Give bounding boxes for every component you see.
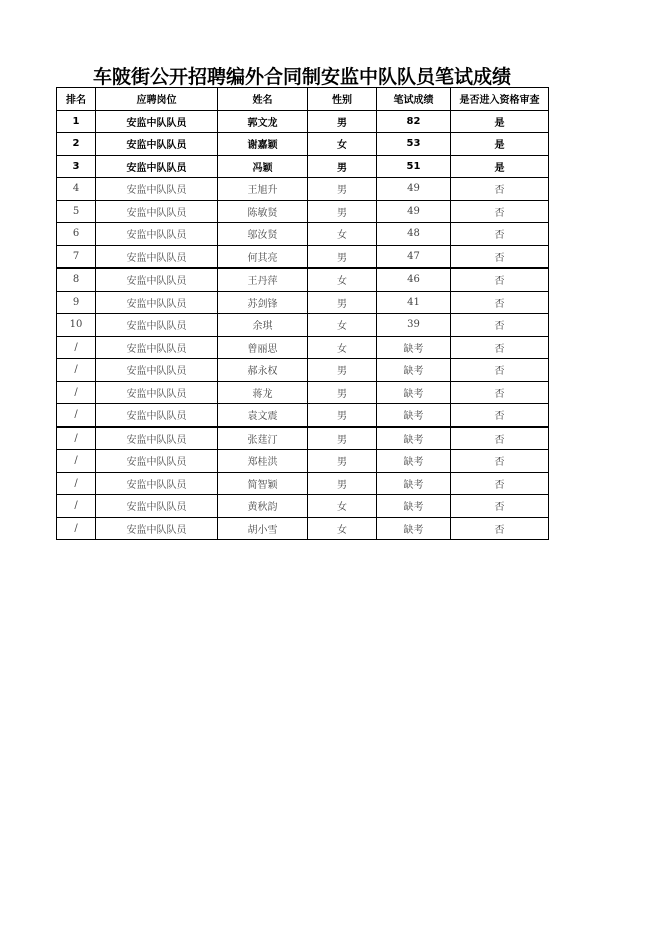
column-header-qualified: 是否进入资格审查 bbox=[451, 88, 549, 111]
cell-gender: 女 bbox=[308, 336, 377, 359]
cell-qualified: 否 bbox=[451, 381, 549, 404]
cell-qualified: 否 bbox=[451, 472, 549, 495]
cell-qualified: 是 bbox=[451, 133, 549, 156]
cell-position: 安监中队队员 bbox=[96, 314, 218, 337]
cell-rank: / bbox=[57, 336, 96, 359]
cell-qualified: 是 bbox=[451, 110, 549, 133]
cell-position: 安监中队队员 bbox=[96, 223, 218, 246]
cell-score: 47 bbox=[377, 245, 451, 268]
cell-rank: 6 bbox=[57, 223, 96, 246]
column-header-rank: 排名 bbox=[57, 88, 96, 111]
table-row bbox=[57, 291, 549, 314]
table-row bbox=[57, 336, 549, 359]
cell-name: 邬汝贤 bbox=[218, 223, 308, 246]
table-row bbox=[57, 517, 549, 540]
cell-name: 蒋龙 bbox=[218, 381, 308, 404]
cell-gender: 男 bbox=[308, 200, 377, 223]
cell-rank: 7 bbox=[57, 245, 96, 268]
table-row bbox=[57, 200, 549, 223]
cell-score: 49 bbox=[377, 200, 451, 223]
cell-qualified: 否 bbox=[451, 517, 549, 540]
cell-gender: 男 bbox=[308, 359, 377, 382]
cell-name: 王旭升 bbox=[218, 178, 308, 201]
cell-gender: 男 bbox=[308, 381, 377, 404]
cell-position: 安监中队队员 bbox=[96, 495, 218, 518]
cell-gender: 男 bbox=[308, 450, 377, 473]
cell-qualified: 否 bbox=[451, 359, 549, 382]
cell-score: 缺考 bbox=[377, 427, 451, 450]
cell-position: 安监中队队员 bbox=[96, 291, 218, 314]
cell-name: 苏剑锋 bbox=[218, 291, 308, 314]
cell-name: 谢嘉颖 bbox=[218, 133, 308, 156]
cell-name: 陈敏贤 bbox=[218, 200, 308, 223]
cell-qualified: 否 bbox=[451, 404, 549, 427]
cell-name: 张莛汀 bbox=[218, 427, 308, 450]
cell-rank: 8 bbox=[57, 268, 96, 291]
cell-score: 缺考 bbox=[377, 472, 451, 495]
table-row bbox=[57, 245, 549, 268]
cell-rank: / bbox=[57, 517, 96, 540]
cell-rank: 5 bbox=[57, 200, 96, 223]
cell-score: 39 bbox=[377, 314, 451, 337]
cell-position: 安监中队队员 bbox=[96, 245, 218, 268]
cell-score: 53 bbox=[377, 133, 451, 156]
cell-gender: 女 bbox=[308, 517, 377, 540]
table-row bbox=[57, 178, 549, 201]
cell-qualified: 否 bbox=[451, 178, 549, 201]
cell-name: 郭文龙 bbox=[218, 110, 308, 133]
cell-position: 安监中队队员 bbox=[96, 517, 218, 540]
cell-position: 安监中队队员 bbox=[96, 133, 218, 156]
cell-name: 郑桂洪 bbox=[218, 450, 308, 473]
cell-qualified: 否 bbox=[451, 314, 549, 337]
cell-name: 郝永权 bbox=[218, 359, 308, 382]
cell-score: 48 bbox=[377, 223, 451, 246]
cell-score: 缺考 bbox=[377, 381, 451, 404]
cell-qualified: 否 bbox=[451, 336, 549, 359]
cell-score: 缺考 bbox=[377, 495, 451, 518]
cell-position: 安监中队队员 bbox=[96, 178, 218, 201]
cell-position: 安监中队队员 bbox=[96, 110, 218, 133]
cell-name: 曾丽思 bbox=[218, 336, 308, 359]
cell-position: 安监中队队员 bbox=[96, 200, 218, 223]
cell-position: 安监中队队员 bbox=[96, 155, 218, 178]
cell-score: 缺考 bbox=[377, 359, 451, 382]
column-header-score: 笔试成绩 bbox=[377, 88, 451, 111]
table-row bbox=[57, 381, 549, 404]
table-row bbox=[57, 495, 549, 518]
table-row bbox=[57, 427, 549, 450]
cell-score: 82 bbox=[377, 110, 451, 133]
cell-position: 安监中队队员 bbox=[96, 336, 218, 359]
cell-position: 安监中队队员 bbox=[96, 268, 218, 291]
cell-name: 胡小雪 bbox=[218, 517, 308, 540]
cell-rank: 3 bbox=[57, 155, 96, 178]
cell-rank: / bbox=[57, 495, 96, 518]
cell-rank: / bbox=[57, 404, 96, 427]
cell-score: 41 bbox=[377, 291, 451, 314]
cell-rank: 2 bbox=[57, 133, 96, 156]
cell-rank: / bbox=[57, 472, 96, 495]
table-row bbox=[57, 223, 549, 246]
column-header-name: 姓名 bbox=[218, 88, 308, 111]
table-row bbox=[57, 359, 549, 382]
table-row bbox=[57, 404, 549, 427]
cell-name: 黄秋韵 bbox=[218, 495, 308, 518]
cell-score: 缺考 bbox=[377, 336, 451, 359]
table-row bbox=[57, 450, 549, 473]
cell-rank: / bbox=[57, 359, 96, 382]
cell-score: 46 bbox=[377, 268, 451, 291]
cell-gender: 女 bbox=[308, 495, 377, 518]
cell-qualified: 否 bbox=[451, 245, 549, 268]
cell-rank: / bbox=[57, 381, 96, 404]
header-row bbox=[57, 88, 549, 111]
table-row bbox=[57, 314, 549, 337]
cell-score: 缺考 bbox=[377, 517, 451, 540]
cell-gender: 男 bbox=[308, 427, 377, 450]
table-row bbox=[57, 133, 549, 156]
cell-qualified: 是 bbox=[451, 155, 549, 178]
cell-qualified: 否 bbox=[451, 450, 549, 473]
cell-score: 49 bbox=[377, 178, 451, 201]
cell-name: 冯颖 bbox=[218, 155, 308, 178]
cell-score: 51 bbox=[377, 155, 451, 178]
cell-position: 安监中队队员 bbox=[96, 381, 218, 404]
column-header-gender: 性别 bbox=[308, 88, 377, 111]
cell-rank: 4 bbox=[57, 178, 96, 201]
cell-name: 余琪 bbox=[218, 314, 308, 337]
cell-rank: 10 bbox=[57, 314, 96, 337]
cell-gender: 女 bbox=[308, 268, 377, 291]
cell-gender: 女 bbox=[308, 314, 377, 337]
cell-qualified: 否 bbox=[451, 200, 549, 223]
cell-rank: 1 bbox=[57, 110, 96, 133]
cell-gender: 男 bbox=[308, 404, 377, 427]
cell-gender: 男 bbox=[308, 472, 377, 495]
cell-name: 何其亮 bbox=[218, 245, 308, 268]
cell-name: 简智颖 bbox=[218, 472, 308, 495]
cell-position: 安监中队队员 bbox=[96, 359, 218, 382]
cell-name: 袁文震 bbox=[218, 404, 308, 427]
cell-qualified: 否 bbox=[451, 268, 549, 291]
cell-qualified: 否 bbox=[451, 495, 549, 518]
page-title: 车陂街公开招聘编外合同制安监中队队员笔试成绩 bbox=[92, 66, 511, 88]
results-table bbox=[56, 87, 549, 540]
cell-gender: 男 bbox=[308, 291, 377, 314]
cell-gender: 女 bbox=[308, 133, 377, 156]
cell-gender: 男 bbox=[308, 155, 377, 178]
table-row bbox=[57, 155, 549, 178]
table-row bbox=[57, 110, 549, 133]
cell-score: 缺考 bbox=[377, 450, 451, 473]
cell-gender: 男 bbox=[308, 245, 377, 268]
cell-rank: / bbox=[57, 450, 96, 473]
cell-gender: 女 bbox=[308, 223, 377, 246]
cell-qualified: 否 bbox=[451, 291, 549, 314]
table-row bbox=[57, 472, 549, 495]
cell-position: 安监中队队员 bbox=[96, 472, 218, 495]
cell-name: 王丹萍 bbox=[218, 268, 308, 291]
cell-rank: / bbox=[57, 427, 96, 450]
table-body bbox=[57, 110, 549, 540]
cell-position: 安监中队队员 bbox=[96, 427, 218, 450]
cell-qualified: 否 bbox=[451, 427, 549, 450]
column-header-position: 应聘岗位 bbox=[96, 88, 218, 111]
cell-position: 安监中队队员 bbox=[96, 404, 218, 427]
cell-qualified: 否 bbox=[451, 223, 549, 246]
cell-position: 安监中队队员 bbox=[96, 450, 218, 473]
table-row bbox=[57, 268, 549, 291]
cell-rank: 9 bbox=[57, 291, 96, 314]
cell-gender: 男 bbox=[308, 110, 377, 133]
cell-gender: 男 bbox=[308, 178, 377, 201]
cell-score: 缺考 bbox=[377, 404, 451, 427]
